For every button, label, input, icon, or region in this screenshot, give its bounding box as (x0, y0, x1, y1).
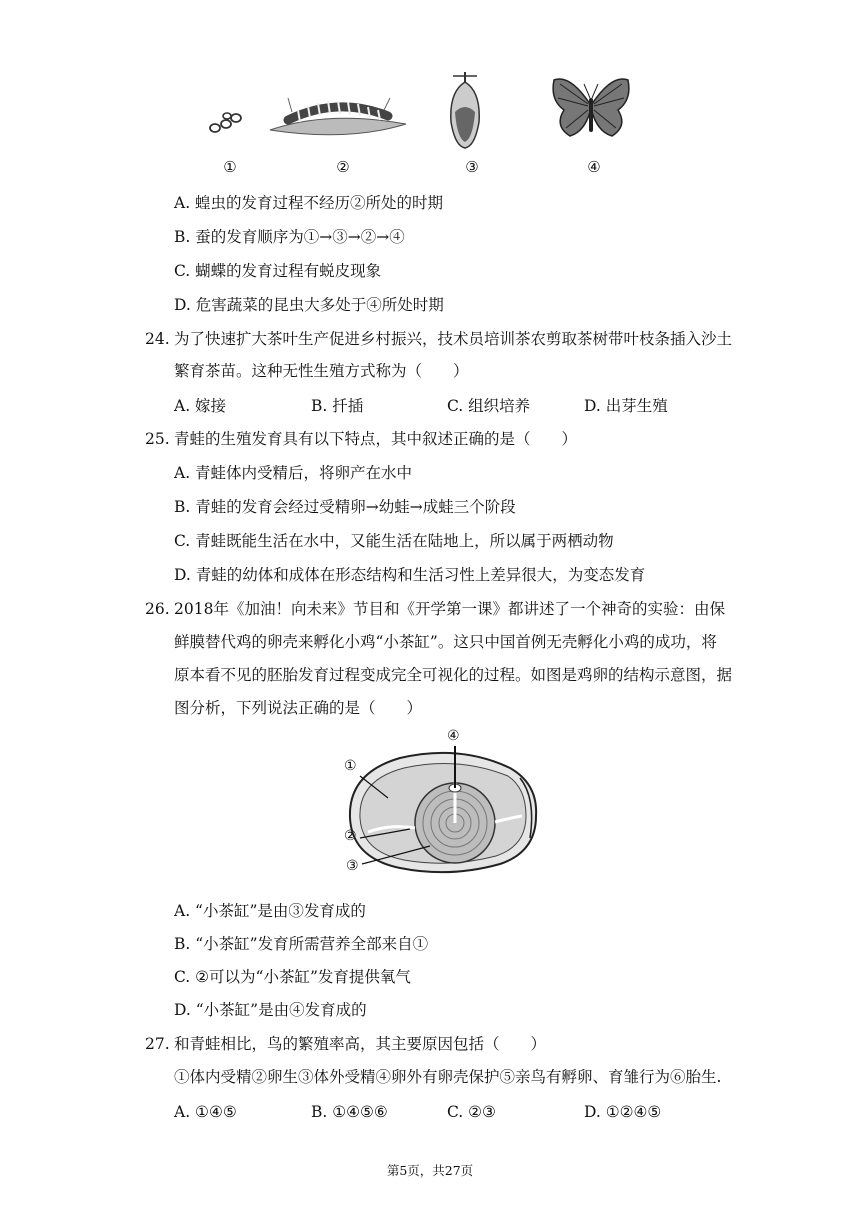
q23-option-c: C. 蝴蝶的发育过程有蜕皮现象 (174, 262, 382, 280)
q27-option-b: B. ①④⑤⑥ (311, 1103, 388, 1121)
q25-option-a: A. 青蛙体内受精后，将卵产在水中 (174, 464, 413, 482)
q27-stem-line-2: ①体内受精②卵生③体外受精④卵外有卵壳保护⑤亲鸟有孵卵、育雏行为⑥胎生. (174, 1068, 722, 1086)
q23-option-a: A. 蝗虫的发育过程不经历②所处的时期 (174, 194, 444, 212)
stage-label-1: ① (223, 158, 237, 176)
egg-label-1: ① (344, 758, 357, 774)
q24-option-c: C. 组织培养 (447, 397, 531, 415)
q25-option-c: C. 青蛙既能生活在水中，又能生活在陆地上，所以属于两栖动物 (174, 532, 614, 550)
q25-stem: 青蛙的生殖发育具有以下特点，其中叙述正确的是（ ） (174, 430, 578, 448)
q25-option-b: B. 青蛙的发育会经过受精卵→幼蛙→成蛙三个阶段 (174, 498, 516, 516)
q24-option-d: D. 出芽生殖 (584, 397, 668, 415)
q26-stem-line-2: 鲜膜替代鸡的卵壳来孵化小鸡“小茶缸”。这只中国首例无壳孵化小鸡的成功，将 (174, 633, 717, 651)
q27-option-a: A. ①④⑤ (174, 1103, 237, 1121)
q26-stem-line-3: 原本看不见的胚胎发育过程变成完全可视化的过程。如图是鸡卵的结构示意图，据 (174, 666, 733, 684)
q23-option-b: B. 蚕的发育顺序为①→③→②→④ (174, 228, 405, 246)
pupa-icon (445, 72, 485, 152)
egg-diagram (330, 728, 550, 883)
q26-option-a: A. “小茶缸”是由③发育成的 (174, 902, 366, 920)
q26-option-c: C. ②可以为“小茶缸”发育提供氧气 (174, 968, 411, 986)
egg-label-2: ② (344, 828, 357, 844)
q24-stem-line-1: 为了快速扩大茶叶生产促进乡村振兴，技术员培训茶农剪取茶树带叶枝条插入沙土 (174, 330, 733, 348)
q26-stem-line-1: 2018年《加油！向未来》节目和《开学第一课》都讲述了一个神奇的实验：由保 (174, 600, 725, 618)
q25-option-d: D. 青蛙的幼体和成体在形态结构和生活习性上差异很大，为变态发育 (174, 566, 646, 584)
q26-stem-line-4: 图分析，下列说法正确的是（ ） (174, 699, 423, 717)
egg-label-4: ④ (447, 728, 460, 744)
larva-icon (268, 90, 408, 140)
egg-label-3: ③ (346, 858, 359, 874)
q24-option-a: A. 嫁接 (174, 397, 227, 415)
q27-option-c: C. ②③ (447, 1103, 496, 1121)
q24-stem-line-2: 繁育茶苗。这种无性生殖方式称为（ ） (174, 362, 469, 380)
q26-number: 26. (145, 600, 170, 618)
q26-option-d: D. “小茶缸”是由④发育成的 (174, 1001, 367, 1019)
page-footer: 第5页，共27页 (386, 1163, 474, 1178)
stage-label-2: ② (336, 158, 350, 176)
eggs-icon (205, 108, 245, 138)
q23-option-d: D. 危害蔬菜的昆虫大多处于④所处时期 (174, 296, 444, 314)
egg-structure-figure (330, 728, 550, 883)
butterfly-icon (550, 74, 632, 146)
q24-number: 24. (145, 330, 170, 348)
q27-option-d: D. ①②④⑤ (584, 1103, 662, 1121)
life-cycle-figure (200, 70, 630, 180)
stage-label-3: ③ (465, 158, 479, 176)
stage-label-4: ④ (587, 158, 601, 176)
q25-number: 25. (145, 430, 170, 448)
q26-option-b: B. “小茶缸”发育所需营养全部来自① (174, 935, 429, 953)
q24-option-b: B. 扦插 (311, 397, 364, 415)
q27-number: 27. (145, 1035, 170, 1053)
q27-stem-line-1: 和青蛙相比，鸟的繁殖率高，其主要原因包括（ ） (174, 1035, 547, 1053)
